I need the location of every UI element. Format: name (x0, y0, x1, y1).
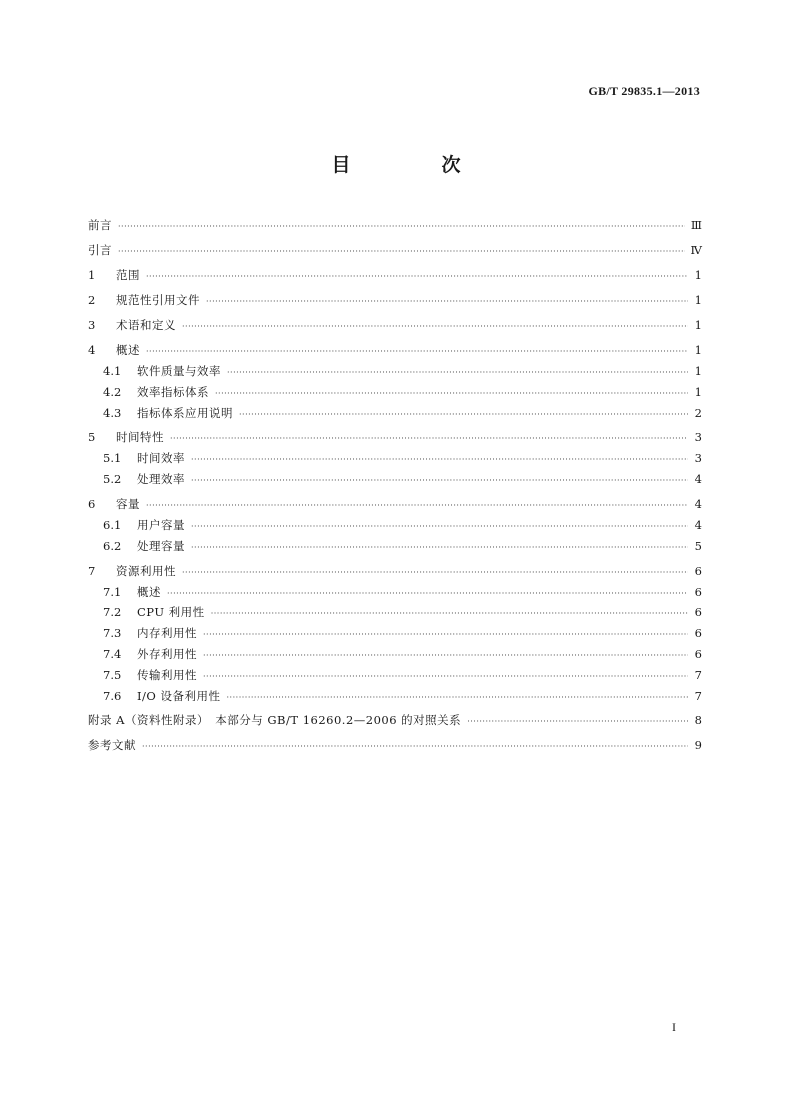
toc-dot-leader (191, 517, 688, 538)
toc-entry-number: 3 (88, 318, 96, 332)
toc-entry[interactable] (88, 427, 702, 448)
toc-entry[interactable] (88, 215, 702, 236)
toc-entry[interactable] (88, 315, 702, 336)
toc-dot-leader (142, 736, 688, 757)
toc-entry[interactable] (88, 382, 702, 403)
toc-entry-number: 2 (88, 293, 96, 307)
toc-dot-leader (203, 667, 688, 688)
toc-entry[interactable] (88, 361, 702, 382)
toc-entry-page: 6 (694, 626, 702, 641)
toc-dot-leader (227, 363, 688, 384)
toc-entry-page: 4 (694, 472, 702, 487)
toc-entry-number: 5.2 (103, 472, 122, 487)
toc-entry-page: 6 (694, 563, 702, 578)
toc-entry-page: 2 (694, 405, 702, 420)
toc-entry-page: 1 (694, 268, 702, 282)
toc-entry[interactable] (88, 735, 702, 756)
toc-entry-label: 外存利用性 (137, 646, 197, 661)
toc-entry[interactable] (88, 340, 702, 361)
toc-entry[interactable] (88, 290, 702, 311)
toc-entry-number: 6.2 (103, 538, 122, 553)
table-of-contents (88, 215, 702, 756)
toc-entry[interactable] (88, 469, 702, 490)
toc-dot-leader (182, 562, 688, 583)
toc-entry[interactable] (88, 644, 702, 665)
toc-entry-page: Ⅳ (690, 243, 702, 257)
toc-entry-page: 6 (694, 646, 702, 661)
toc-entry[interactable] (88, 582, 702, 603)
toc-entry[interactable] (88, 265, 702, 286)
toc-entry-label: 容量 (116, 496, 140, 511)
toc-entry-number: 7 (88, 563, 96, 578)
toc-dot-leader (191, 471, 688, 492)
toc-entry-page: 4 (694, 496, 702, 511)
toc-entry[interactable] (88, 494, 702, 515)
page-number: I (672, 1020, 676, 1034)
toc-dot-leader (215, 384, 688, 405)
toc-entry[interactable] (88, 623, 702, 644)
toc-entry-page: Ⅲ (690, 218, 702, 232)
toc-entry-label: 概述 (116, 343, 140, 357)
toc-entry-label: CPU 利用性 (137, 605, 205, 620)
toc-entry-number: 5.1 (103, 451, 122, 466)
toc-entry-label: 处理容量 (137, 538, 185, 553)
toc-entry[interactable] (88, 686, 702, 707)
toc-entry-page: 6 (694, 605, 702, 620)
toc-entry[interactable] (88, 515, 702, 536)
toc-entry-page: 1 (694, 293, 702, 307)
toc-entry-label: I/O 设备利用性 (137, 688, 221, 703)
toc-entry-label: 资源利用性 (116, 563, 176, 578)
toc-dot-leader (118, 241, 685, 262)
toc-entry[interactable] (88, 710, 702, 731)
toc-entry-label: 引言 (88, 243, 112, 257)
toc-entry-number: 1 (88, 268, 96, 282)
toc-dot-leader (170, 428, 688, 449)
toc-dot-leader (203, 625, 688, 646)
toc-entry-number: 4.2 (103, 384, 122, 399)
toc-dot-leader (211, 604, 688, 625)
toc-entry-number: 6 (88, 496, 96, 511)
toc-entry-label: 参考文献 (88, 738, 136, 753)
toc-entry-page: 9 (694, 738, 702, 753)
toc-entry-label: 传输利用性 (137, 667, 197, 682)
toc-entry-page: 5 (694, 538, 702, 553)
toc-entry[interactable] (88, 448, 702, 469)
toc-entry-number: 4.1 (103, 364, 122, 378)
toc-entry-number: 7.6 (103, 688, 122, 703)
toc-entry[interactable] (88, 536, 702, 557)
toc-entry-number: 7.4 (103, 646, 122, 661)
toc-entry-label: 范围 (116, 268, 140, 282)
toc-entry-label: 指标体系应用说明 (137, 405, 233, 420)
toc-entry[interactable] (88, 602, 702, 623)
toc-dot-leader (203, 646, 688, 667)
toc-entry-page: 7 (694, 667, 702, 682)
toc-entry-number: 7.2 (103, 605, 122, 620)
toc-entry-page: 1 (694, 384, 702, 399)
toc-entry-label: 内存利用性 (137, 626, 197, 641)
toc-entry-page: 3 (694, 430, 702, 445)
toc-entry-number: 6.1 (103, 517, 122, 532)
toc-entry-number: 7.1 (103, 584, 122, 599)
toc-dot-leader (191, 450, 688, 471)
toc-entry[interactable] (88, 561, 702, 582)
toc-entry-label: 处理效率 (137, 472, 185, 487)
toc-entry-page: 7 (694, 688, 702, 703)
toc-entry[interactable] (88, 403, 702, 424)
toc-dot-leader (227, 688, 688, 709)
toc-entry-label: 软件质量与效率 (137, 364, 221, 378)
toc-dot-leader (191, 538, 688, 559)
toc-entry-page: 1 (694, 364, 702, 378)
toc-entry-page: 3 (694, 451, 702, 466)
toc-entry[interactable] (88, 240, 702, 261)
toc-entry-page: 6 (694, 584, 702, 599)
toc-entry-number: 4.3 (103, 405, 122, 420)
toc-entry[interactable] (88, 665, 702, 686)
toc-entry-page: 1 (694, 343, 702, 357)
toc-dot-leader (146, 495, 688, 516)
toc-entry-number: 7.5 (103, 667, 122, 682)
toc-entry-number: 4 (88, 343, 96, 357)
toc-dot-leader (239, 405, 688, 426)
toc-dot-leader (182, 316, 688, 337)
toc-dot-leader (167, 584, 688, 605)
toc-dot-leader (146, 341, 688, 362)
toc-entry-page: 8 (694, 713, 702, 728)
toc-entry-label: 时间效率 (137, 451, 185, 466)
toc-entry-label: 效率指标体系 (137, 384, 209, 399)
toc-entry-page: 4 (694, 517, 702, 532)
toc-entry-label: 概述 (137, 584, 161, 599)
toc-entry-label: 附录 A（资料性附录） 本部分与 GB/T 16260.2—2006 的对照关系 (88, 713, 462, 728)
toc-entry-number: 7.3 (103, 626, 122, 641)
toc-dot-leader (146, 266, 688, 287)
toc-entry-number: 5 (88, 430, 96, 445)
toc-entry-label: 术语和定义 (116, 318, 176, 332)
toc-dot-leader (118, 216, 685, 237)
toc-entry-label: 规范性引用文件 (116, 293, 200, 307)
toc-dot-leader (467, 711, 688, 732)
toc-entry-label: 前言 (88, 218, 112, 232)
toc-dot-leader (206, 291, 688, 312)
toc-entry-page: 1 (694, 318, 702, 332)
toc-entry-label: 时间特性 (116, 430, 164, 445)
page-title: 目 次 (331, 154, 497, 176)
toc-entry-label: 用户容量 (137, 517, 185, 532)
standard-code: GB/T 29835.1—2013 (588, 84, 700, 98)
